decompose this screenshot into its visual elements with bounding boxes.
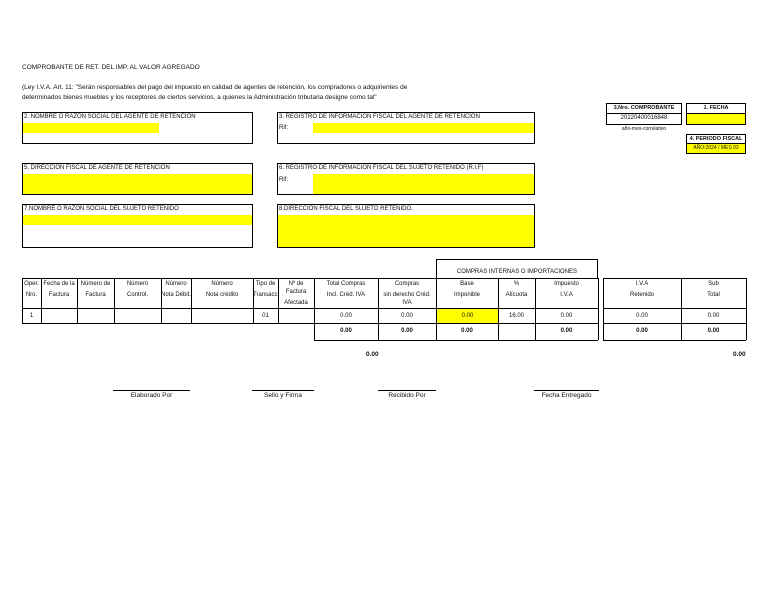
subject-name-field[interactable] bbox=[23, 215, 252, 225]
column-header-line2: Transacc. bbox=[253, 292, 280, 298]
subject-rif-prefix: Rif: bbox=[279, 177, 288, 183]
row-bottom-line-right bbox=[603, 323, 746, 324]
table-cell[interactable]: 0.00 bbox=[707, 313, 720, 319]
total-cell: 0.00 bbox=[560, 328, 573, 334]
column-header bbox=[77, 280, 114, 299]
column-header bbox=[681, 280, 746, 299]
column-header bbox=[436, 280, 498, 299]
agent-address-box bbox=[22, 163, 253, 195]
column-header-line2: Retenido bbox=[629, 292, 655, 298]
signature-sello: Sello y Firma bbox=[264, 392, 302, 399]
table-cell[interactable] bbox=[114, 309, 161, 323]
column-header-line1: I.V.A bbox=[635, 281, 649, 287]
column-header bbox=[161, 280, 191, 299]
column-header bbox=[22, 280, 41, 299]
table-cell[interactable]: 0.00 bbox=[636, 313, 648, 319]
agent-address-label: 5. DIRECCIÓN FISCAL DE AGENTE DE RETENCIÓN bbox=[24, 165, 170, 171]
agent-name-label: 2. NOMBRE O RAZÓN SOCIAL DEL AGENTE DE RETENCIÓN bbox=[24, 114, 196, 120]
fecha-label: 1. FECHA bbox=[703, 105, 729, 111]
column-header bbox=[378, 280, 436, 307]
column-header-line2: I.V.A bbox=[560, 292, 573, 298]
subject-address-label: 8.DIRECCION FISCAL DEL SUJETO RETENIDO. bbox=[279, 206, 413, 212]
table-cell[interactable]: 0.00 bbox=[437, 309, 498, 323]
total-cell: 0.00 bbox=[707, 328, 720, 334]
column-header-line1: Número de bbox=[80, 281, 111, 287]
table-cell[interactable]: 1 bbox=[29, 313, 34, 319]
agent-rif-field[interactable] bbox=[313, 123, 534, 133]
grand-total-left: 0.00 bbox=[366, 351, 379, 358]
column-header-line1: Impuesto bbox=[554, 281, 579, 287]
column-header-line2: Nota crédito bbox=[205, 292, 239, 298]
comprobante-number-value[interactable]: 20220400016848 bbox=[620, 115, 668, 121]
grand-total-right: 0.00 bbox=[733, 351, 746, 358]
column-header-line1: Nº de Factura bbox=[285, 281, 307, 295]
periodo-fiscal-box bbox=[686, 134, 746, 154]
column-header-line1: Compras bbox=[394, 281, 420, 287]
periodo-fiscal-label: 4. PERIODO FISCAL bbox=[689, 136, 743, 142]
column-header-line2: Imponible bbox=[453, 292, 480, 298]
table-cell[interactable]: 16.00 bbox=[508, 313, 524, 319]
fecha-field[interactable] bbox=[687, 114, 745, 124]
table-cell[interactable] bbox=[278, 309, 314, 323]
document-title: COMPROBANTE DE RET. DEL IMP. AL VALOR AGREGADO bbox=[22, 64, 200, 71]
column-header-line1: Oper. bbox=[24, 281, 39, 287]
comprobante-number-label: 3.Nro. COMPROBANTE bbox=[613, 105, 675, 111]
subject-rif-field[interactable] bbox=[313, 174, 534, 194]
comprobante-number-box bbox=[606, 103, 682, 125]
signature-recibido: Recibido Por bbox=[388, 392, 426, 399]
signature-line-elaborado bbox=[113, 390, 190, 391]
column-header-line2: Nro. bbox=[25, 292, 38, 298]
law-text-line-1: (Ley I.V.A. Art. 11: "Serán responsables del pago del impuesto en calidad de agentes de retención, los compradores o adquirientes de bbox=[22, 84, 408, 91]
agent-name-box bbox=[22, 112, 253, 144]
totals-bottom-line bbox=[314, 340, 598, 341]
subject-rif-box bbox=[277, 163, 535, 195]
comprobante-number-hint: año-mes-correlativo bbox=[621, 126, 667, 132]
column-header bbox=[603, 280, 681, 299]
table-cell[interactable]: 0.00 bbox=[401, 313, 413, 319]
column-header-line2: Incl. Créd. IVA bbox=[326, 292, 366, 298]
total-cell: 0.00 bbox=[401, 328, 413, 334]
total-cell: 0.00 bbox=[636, 328, 648, 334]
subject-name-label: 7.NOMBRE O RAZÓN SOCIAL DEL SUJETO RETENIDO bbox=[24, 206, 179, 212]
column-header bbox=[114, 280, 161, 299]
table-cell[interactable]: 0.00 bbox=[340, 313, 352, 319]
table-cell[interactable] bbox=[161, 309, 191, 323]
column-header-line2: Factura bbox=[85, 292, 106, 298]
column-header-line1: Número bbox=[165, 281, 187, 287]
column-header bbox=[41, 280, 77, 299]
totals-bottom-line-right bbox=[603, 340, 746, 341]
totals-divider bbox=[598, 323, 599, 340]
table-cell[interactable] bbox=[77, 309, 114, 323]
agent-rif-prefix: Rif: bbox=[279, 125, 288, 131]
agent-address-field[interactable] bbox=[23, 174, 252, 194]
totals-divider bbox=[746, 323, 747, 340]
table-top-line bbox=[22, 278, 598, 279]
column-header-line1: Número bbox=[126, 281, 149, 287]
column-header-line1: Fecha de la bbox=[43, 281, 75, 287]
col-divider bbox=[598, 278, 599, 323]
col-divider bbox=[746, 278, 747, 323]
column-header bbox=[253, 280, 278, 299]
column-header-line1: Número bbox=[211, 281, 233, 287]
column-header-line2: Nota Débit. bbox=[161, 292, 192, 298]
signature-elaborado: Elaborado Por bbox=[130, 392, 173, 399]
column-header-line1: Base bbox=[460, 281, 474, 287]
column-header-line2: Afectada bbox=[284, 300, 308, 306]
total-cell: 0.00 bbox=[461, 328, 473, 334]
signature-line-recibido bbox=[378, 390, 436, 391]
subject-name-box bbox=[22, 204, 253, 248]
agent-name-field[interactable] bbox=[23, 123, 159, 133]
total-cell: 0.00 bbox=[340, 328, 352, 334]
subject-rif-label: 6. REGISTRO DE INFORMACIÓN FISCAL DEL SUJETO RETENIDO (R.I.F) bbox=[279, 165, 484, 171]
column-header-line1: Total Compras bbox=[326, 281, 366, 287]
subject-address-field[interactable] bbox=[278, 215, 534, 247]
law-text-line-2: determinados bienes muebles y los receptores de ciertos servicios, a quienes la Administración tributaria designe como tal" bbox=[22, 94, 377, 101]
column-header-line2: Factura bbox=[48, 292, 70, 298]
column-header-line1: Tipo de bbox=[255, 281, 276, 287]
column-header bbox=[191, 280, 253, 299]
agent-rif-box bbox=[277, 112, 535, 144]
table-cell[interactable] bbox=[41, 309, 77, 323]
column-header bbox=[314, 280, 378, 299]
row-bottom-line bbox=[22, 323, 598, 324]
column-header-line2: Control. bbox=[126, 292, 148, 298]
table-top-line-right bbox=[603, 278, 746, 279]
totals-divider bbox=[498, 323, 499, 340]
column-header bbox=[498, 280, 535, 299]
column-header-line2: sin derecho Créd. IVA bbox=[383, 292, 431, 306]
table-cell[interactable]: 0.00 bbox=[560, 313, 573, 319]
signature-line-fecha-entregado bbox=[534, 390, 599, 391]
signature-line-sello bbox=[252, 390, 314, 391]
fecha-box bbox=[686, 103, 746, 125]
periodo-fiscal-value[interactable]: AÑO:2024 / MES 03 bbox=[687, 144, 745, 153]
column-header bbox=[278, 280, 314, 307]
table-cell[interactable]: 01 bbox=[262, 313, 269, 319]
group-header: COMPRAS INTERNAS O IMPORTACIONES bbox=[456, 269, 578, 275]
column-header-line2: Total bbox=[707, 292, 720, 298]
column-header-line2: Alícuota bbox=[505, 292, 528, 298]
column-header bbox=[535, 280, 598, 299]
agent-rif-label: 3. REGISTRO DE INFORMACIÓN FISCAL DEL AGENTE DE RETENCIÓN bbox=[279, 114, 480, 120]
column-header-line1: % bbox=[513, 281, 520, 287]
table-cell[interactable] bbox=[191, 309, 253, 323]
signature-fecha-entregado: Fecha Entregado bbox=[541, 392, 592, 399]
column-header-line1: Sub bbox=[708, 281, 719, 287]
subject-address-box bbox=[277, 204, 535, 248]
